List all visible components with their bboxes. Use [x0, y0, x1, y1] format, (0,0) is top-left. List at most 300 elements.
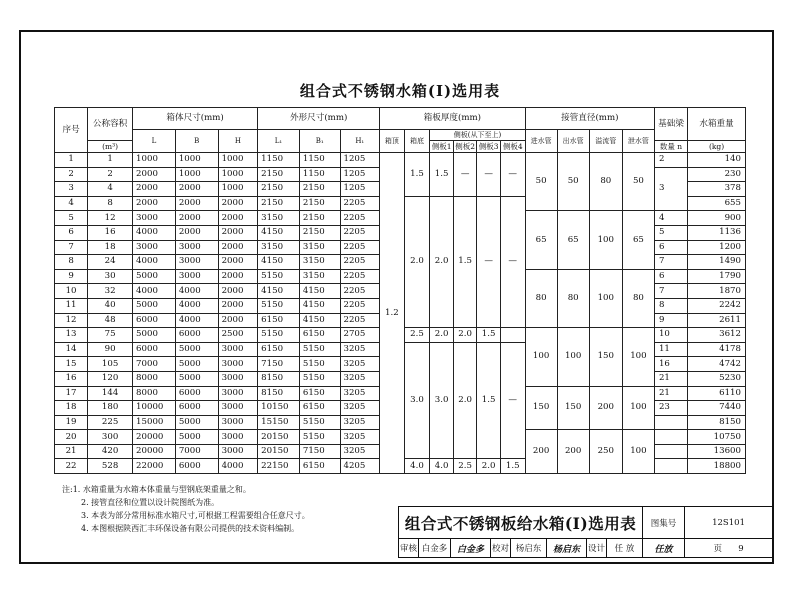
table-cell: 1000	[218, 153, 258, 168]
thickness-cell: —	[477, 153, 501, 197]
reviewer-name: 白金多	[419, 539, 451, 558]
table-cell: 2205	[340, 298, 380, 313]
table-cell: 3000	[218, 386, 258, 401]
table-cell: 32	[88, 284, 133, 299]
table-cell: 2705	[340, 328, 380, 343]
table-cell: 2000	[218, 225, 258, 240]
header-side-group: 侧板(从下至上)	[430, 130, 525, 141]
table-cell: 2150	[299, 211, 340, 226]
header-side1: 侧板1	[431, 142, 452, 151]
drawing-title: 组合式不锈钢板给水箱(Ⅰ)选用表	[399, 507, 643, 539]
table-cell: 22150	[258, 459, 300, 474]
thickness-cell: 2.0	[453, 342, 477, 459]
pipe-diameter-cell: 50	[622, 153, 654, 211]
pipe-diameter-cell: 100	[622, 430, 654, 474]
table-cell: 6	[55, 225, 88, 240]
thickness-cell: 2.5	[453, 459, 477, 474]
thickness-cell: —	[500, 153, 525, 197]
table-cell: 4	[55, 196, 88, 211]
pipe-diameter-cell: 80	[622, 269, 654, 327]
table-cell: 16	[88, 225, 133, 240]
table-cell: 7150	[299, 444, 340, 459]
header-box-size: 箱体尺寸(mm)	[133, 108, 258, 130]
table-cell: 1000	[218, 167, 258, 182]
pipe-diameter-cell: 80	[557, 269, 589, 327]
table-cell: 2000	[175, 225, 218, 240]
thickness-cell: 1.5	[453, 196, 477, 327]
table-cell: 5150	[258, 298, 300, 313]
table-cell: 20000	[133, 444, 176, 459]
header-outer-size: 外形尺寸(mm)	[258, 108, 380, 130]
table-cell: 12	[88, 211, 133, 226]
table-cell: 5000	[175, 357, 218, 372]
table-cell: 19	[55, 415, 88, 430]
table-cell: 2205	[340, 196, 380, 211]
table-cell: 2000	[218, 269, 258, 284]
table-cell: 3000	[175, 269, 218, 284]
table-cell: 2150	[258, 182, 300, 197]
table-cell: 2000	[218, 211, 258, 226]
thickness-cell: 1.5	[430, 153, 454, 197]
table-cell: 3000	[218, 401, 258, 416]
table-cell: 4000	[175, 313, 218, 328]
table-cell: 6150	[299, 386, 340, 401]
weight-cell: 1490	[688, 255, 746, 270]
table-cell: 3205	[340, 342, 380, 357]
table-cell: 1150	[299, 167, 340, 182]
header-side4: 侧板4	[500, 141, 525, 153]
table-cell: 2000	[175, 196, 218, 211]
table-cell: 2000	[218, 284, 258, 299]
table-cell: 3000	[218, 371, 258, 386]
table-cell: 14	[55, 342, 88, 357]
pipe-diameter-cell: 250	[589, 430, 622, 474]
weight-cell: 2242	[688, 298, 746, 313]
table-cell: 5150	[299, 342, 340, 357]
table-cell: 20150	[258, 444, 300, 459]
table-cell: 2000	[218, 196, 258, 211]
table-cell: 3000	[133, 240, 176, 255]
pipe-diameter-cell: 80	[589, 153, 622, 211]
table-cell: 2	[88, 167, 133, 182]
table-cell: 6150	[299, 401, 340, 416]
weight-cell: 8150	[688, 415, 746, 430]
review-label: 审核	[399, 539, 419, 558]
table-cell: 8000	[133, 386, 176, 401]
table-cell: 1150	[258, 153, 300, 168]
header-plate-thickness: 箱板厚度(mm)	[380, 108, 525, 130]
table-cell: 90	[88, 342, 133, 357]
table-cell: 3000	[175, 255, 218, 270]
table-cell: 300	[88, 430, 133, 445]
designer-name: 任 放	[607, 539, 643, 558]
check-label: 校对	[491, 539, 511, 558]
table-cell: 6150	[299, 459, 340, 474]
thickness-cell: —	[477, 196, 501, 327]
atlas-number: 12S101	[685, 507, 773, 539]
table-cell: 3205	[340, 386, 380, 401]
table-cell: 6000	[133, 342, 176, 357]
table-cell: 7150	[258, 357, 300, 372]
table-cell: 15150	[258, 415, 300, 430]
table-cell: 5150	[299, 430, 340, 445]
table-cell: 6000	[175, 401, 218, 416]
table-cell: 8	[55, 255, 88, 270]
table-cell: 3150	[258, 211, 300, 226]
table-cell: 2205	[340, 225, 380, 240]
table-cell: 3205	[340, 401, 380, 416]
beam-count-cell: 10	[654, 328, 687, 343]
table-cell: 2000	[175, 182, 218, 197]
table-cell: 3150	[299, 240, 340, 255]
weight-cell: 1200	[688, 240, 746, 255]
note-line: 4. 本图根据陕西汇丰环保设备有限公司提供的技术资料编制。	[81, 524, 300, 533]
table-cell: 2150	[258, 196, 300, 211]
beam-count-cell: 11	[654, 342, 687, 357]
table-cell: 420	[88, 444, 133, 459]
table-cell: 4000	[218, 459, 258, 474]
notes	[62, 483, 310, 535]
table-cell: 4150	[258, 284, 300, 299]
table-cell: 1205	[340, 182, 380, 197]
table-cell: 30	[88, 269, 133, 284]
table-cell: 20000	[133, 430, 176, 445]
table-cell: 1205	[340, 167, 380, 182]
pipe-diameter-cell: 100	[589, 269, 622, 327]
beam-count-cell: 21	[654, 386, 687, 401]
beam-count-cell: 21	[654, 371, 687, 386]
selection-table	[54, 107, 746, 474]
page-label: 页	[713, 544, 722, 554]
table-cell: 7	[55, 240, 88, 255]
table-cell: 6150	[258, 342, 300, 357]
table-cell: 5150	[299, 415, 340, 430]
table-cell: 4150	[299, 313, 340, 328]
table-cell: 4150	[299, 284, 340, 299]
table-cell: 9	[55, 269, 88, 284]
beam-count-cell: 3	[654, 167, 687, 211]
pipe-diameter-cell: 150	[557, 386, 589, 430]
table-cell: 2000	[218, 313, 258, 328]
table-cell: 3000	[175, 240, 218, 255]
table-cell: 12	[55, 313, 88, 328]
table-cell: 5000	[175, 415, 218, 430]
table-cell: 1000	[175, 153, 218, 168]
table-cell: 3000	[218, 357, 258, 372]
weight-cell: 18800	[688, 459, 746, 474]
weight-cell: 1790	[688, 269, 746, 284]
table-cell: 2000	[218, 240, 258, 255]
table-cell: 1205	[340, 153, 380, 168]
table-cell: 1000	[175, 167, 218, 182]
pipe-diameter-cell: 100	[557, 328, 589, 386]
table-cell: 2000	[133, 167, 176, 182]
pipe-diameter-cell: 200	[557, 430, 589, 474]
table-cell: 4000	[133, 225, 176, 240]
pipe-diameter-cell: 65	[525, 211, 557, 269]
thickness-cell: 3.0	[404, 342, 430, 459]
table-cell: 1000	[133, 153, 176, 168]
table-cell: 5150	[299, 371, 340, 386]
table-cell: 40	[88, 298, 133, 313]
beam-count-cell: 7	[654, 255, 687, 270]
table-cell: 144	[88, 386, 133, 401]
table-title: 组合式不锈钢水箱(Ⅰ)选用表	[299, 82, 501, 100]
table-cell: 8150	[258, 386, 300, 401]
table-cell: 4150	[258, 225, 300, 240]
note-line: 2. 接管直径和位置以设计院图纸为准。	[81, 498, 220, 507]
header-L: L	[133, 130, 176, 153]
table-cell: 3205	[340, 430, 380, 445]
table-cell: 11	[55, 298, 88, 313]
beam-count-cell: 2	[654, 153, 687, 168]
table-cell: 3150	[299, 255, 340, 270]
table-cell: 20150	[258, 430, 300, 445]
thickness-cell: 1.5	[404, 153, 430, 197]
table-cell: 1150	[299, 153, 340, 168]
table-cell: 2150	[299, 225, 340, 240]
thickness-cell: 2.0	[477, 459, 501, 474]
table-cell: 4150	[299, 298, 340, 313]
header-pipe-diameter: 接管直径(mm)	[525, 108, 654, 130]
note-line: 注:1. 水箱重量为水箱本体重量与型钢底架重量之和。	[62, 485, 251, 494]
table-cell: 8	[88, 196, 133, 211]
header-foundation-beam: 基础梁	[654, 108, 687, 141]
table-cell: 6000	[175, 386, 218, 401]
beam-count-cell	[654, 444, 687, 459]
weight-cell: 13600	[688, 444, 746, 459]
table-cell: 22000	[133, 459, 176, 474]
pipe-diameter-cell: 150	[525, 386, 557, 430]
table-cell: 2205	[340, 269, 380, 284]
page-number: 9	[738, 544, 744, 554]
table-cell: 105	[88, 357, 133, 372]
table-cell: 15000	[133, 415, 176, 430]
weight-cell: 10750	[688, 430, 746, 445]
table-cell: 5000	[175, 430, 218, 445]
table-cell: 13	[55, 328, 88, 343]
checker-signature: 杨启东	[547, 539, 587, 558]
weight-cell: 5230	[688, 371, 746, 386]
beam-count-cell: 6	[654, 240, 687, 255]
table-cell: 5150	[299, 357, 340, 372]
weight-cell: 6110	[688, 386, 746, 401]
table-cell: 10150	[258, 401, 300, 416]
top-thickness-cell: 1.2	[380, 153, 405, 474]
table-cell: 3000	[218, 342, 258, 357]
pipe-diameter-cell: 100	[589, 211, 622, 269]
reviewer-signature: 白金多	[451, 539, 491, 558]
beam-count-cell: 8	[654, 298, 687, 313]
table-cell: 1000	[218, 182, 258, 197]
pipe-diameter-cell: 65	[622, 211, 654, 269]
thickness-cell: 1.5	[477, 328, 501, 343]
weight-cell: 378	[688, 182, 746, 197]
table-cell: 4000	[175, 284, 218, 299]
table-cell: 6150	[299, 328, 340, 343]
pipe-diameter-cell: 200	[589, 386, 622, 430]
thickness-cell: 2.5	[404, 328, 430, 343]
thickness-cell: —	[500, 196, 525, 327]
thickness-cell: —	[500, 342, 525, 459]
thickness-cell: 3.0	[430, 342, 454, 459]
page-number-cell	[685, 539, 773, 558]
pipe-diameter-cell: 100	[525, 328, 557, 386]
table-cell: 1	[55, 153, 88, 168]
table-cell: 3000	[133, 211, 176, 226]
table-cell: 2000	[175, 211, 218, 226]
table-cell: 2150	[258, 167, 300, 182]
header-capacity-unit: (m³)	[88, 141, 133, 153]
beam-count-cell: 9	[654, 313, 687, 328]
beam-count-cell: 16	[654, 357, 687, 372]
atlas-label: 图集号	[643, 507, 685, 539]
weight-cell: 2611	[688, 313, 746, 328]
table-cell: 7000	[175, 444, 218, 459]
table-cell: 75	[88, 328, 133, 343]
header-L1: L₁	[258, 130, 300, 153]
weight-cell: 1136	[688, 225, 746, 240]
thickness-cell: 2.0	[430, 328, 454, 343]
table-cell: 2500	[218, 328, 258, 343]
title-block	[398, 506, 773, 558]
table-cell: 3150	[299, 269, 340, 284]
weight-cell: 230	[688, 167, 746, 182]
header-H1: H₁	[340, 130, 380, 153]
table-cell: 1	[88, 153, 133, 168]
table-cell: 120	[88, 371, 133, 386]
pipe-diameter-cell: 200	[525, 430, 557, 474]
table-cell: 5	[55, 211, 88, 226]
table-cell: 7000	[133, 357, 176, 372]
table-cell: 6000	[175, 459, 218, 474]
thickness-cell: 4.0	[430, 459, 454, 474]
table-cell: 5000	[133, 269, 176, 284]
table-cell: 17	[55, 386, 88, 401]
pipe-diameter-cell: 65	[557, 211, 589, 269]
table-cell: 8000	[133, 371, 176, 386]
table-cell: 21	[55, 444, 88, 459]
pipe-diameter-cell: 100	[622, 328, 654, 386]
beam-count-cell	[654, 415, 687, 430]
weight-cell: 900	[688, 211, 746, 226]
pipe-diameter-cell: 100	[622, 386, 654, 430]
table-cell: 5150	[258, 328, 300, 343]
table-cell: 6150	[258, 313, 300, 328]
thickness-cell: —	[453, 153, 477, 197]
weight-cell: 3612	[688, 328, 746, 343]
thickness-cell: 2.0	[453, 328, 477, 343]
beam-count-cell: 6	[654, 269, 687, 284]
table-cell: 3205	[340, 415, 380, 430]
table-cell: 3000	[218, 444, 258, 459]
table-cell: 18	[88, 240, 133, 255]
note-line: 3. 本表为部分常用标准水箱尺寸,可根据工程需要组合任意尺寸。	[81, 511, 310, 520]
table-cell: 2205	[340, 255, 380, 270]
table-cell: 48	[88, 313, 133, 328]
table-cell: 5000	[133, 298, 176, 313]
header-side2: 侧板2	[455, 142, 475, 151]
table-cell: 4150	[258, 255, 300, 270]
design-label: 设计	[587, 539, 607, 558]
table-cell: 180	[88, 401, 133, 416]
table-cell: 2000	[218, 255, 258, 270]
table-cell: 5150	[258, 269, 300, 284]
table-cell: 4	[88, 182, 133, 197]
weight-cell: 7440	[688, 401, 746, 416]
weight-cell: 4178	[688, 342, 746, 357]
table-cell: 4000	[133, 255, 176, 270]
pipe-diameter-cell: 150	[589, 328, 622, 386]
table-cell: 4000	[175, 298, 218, 313]
thickness-cell: 2.0	[404, 196, 430, 327]
table-cell: 15	[55, 357, 88, 372]
table-cell: 4000	[133, 284, 176, 299]
header-overflow: 溢流管	[589, 130, 622, 153]
thickness-cell: 1.5	[477, 342, 501, 459]
table-cell: 3000	[218, 430, 258, 445]
thickness-cell	[500, 328, 525, 343]
pipe-diameter-cell: 80	[525, 269, 557, 327]
table-row	[55, 153, 746, 168]
table-cell: 8150	[258, 371, 300, 386]
checker-name: 杨启东	[511, 539, 547, 558]
header-side3: 侧板3	[478, 142, 499, 151]
beam-count-cell	[654, 430, 687, 445]
table-cell: 5000	[175, 371, 218, 386]
designer-signature: 任放	[643, 539, 685, 558]
table-cell: 3000	[218, 415, 258, 430]
table-cell: 5000	[175, 342, 218, 357]
pipe-diameter-cell: 50	[525, 153, 557, 211]
header-B: B	[175, 130, 218, 153]
table-cell: 2205	[340, 284, 380, 299]
table-cell: 3150	[258, 240, 300, 255]
beam-count-cell	[654, 459, 687, 474]
header-beam-count: 数量 n	[654, 141, 687, 153]
weight-cell: 1870	[688, 284, 746, 299]
header-drain: 泄水管	[622, 130, 654, 153]
table-cell: 16	[55, 371, 88, 386]
table-cell: 2000	[133, 196, 176, 211]
table-cell: 2	[55, 167, 88, 182]
table-cell: 3	[55, 182, 88, 197]
table-cell: 2000	[133, 182, 176, 197]
beam-count-cell: 7	[654, 284, 687, 299]
header-outlet: 出水管	[557, 130, 589, 153]
pipe-diameter-cell: 50	[557, 153, 589, 211]
table-cell: 2000	[218, 298, 258, 313]
table-cell: 6000	[133, 313, 176, 328]
table-cell: 22	[55, 459, 88, 474]
table-cell: 528	[88, 459, 133, 474]
table-cell: 2205	[340, 313, 380, 328]
table-cell: 3205	[340, 357, 380, 372]
header-capacity: 公称容积	[88, 108, 133, 141]
weight-cell: 4742	[688, 357, 746, 372]
table-cell: 2150	[299, 196, 340, 211]
header-inlet: 进水管	[525, 130, 557, 153]
header-B1: B₁	[299, 130, 340, 153]
header-serial: 序号	[55, 108, 88, 153]
table-cell: 3205	[340, 444, 380, 459]
thickness-cell: 1.5	[500, 459, 525, 474]
beam-count-cell: 23	[654, 401, 687, 416]
table-cell: 2205	[340, 240, 380, 255]
weight-cell: 140	[688, 153, 746, 168]
table-cell: 6000	[175, 328, 218, 343]
weight-cell: 655	[688, 196, 746, 211]
